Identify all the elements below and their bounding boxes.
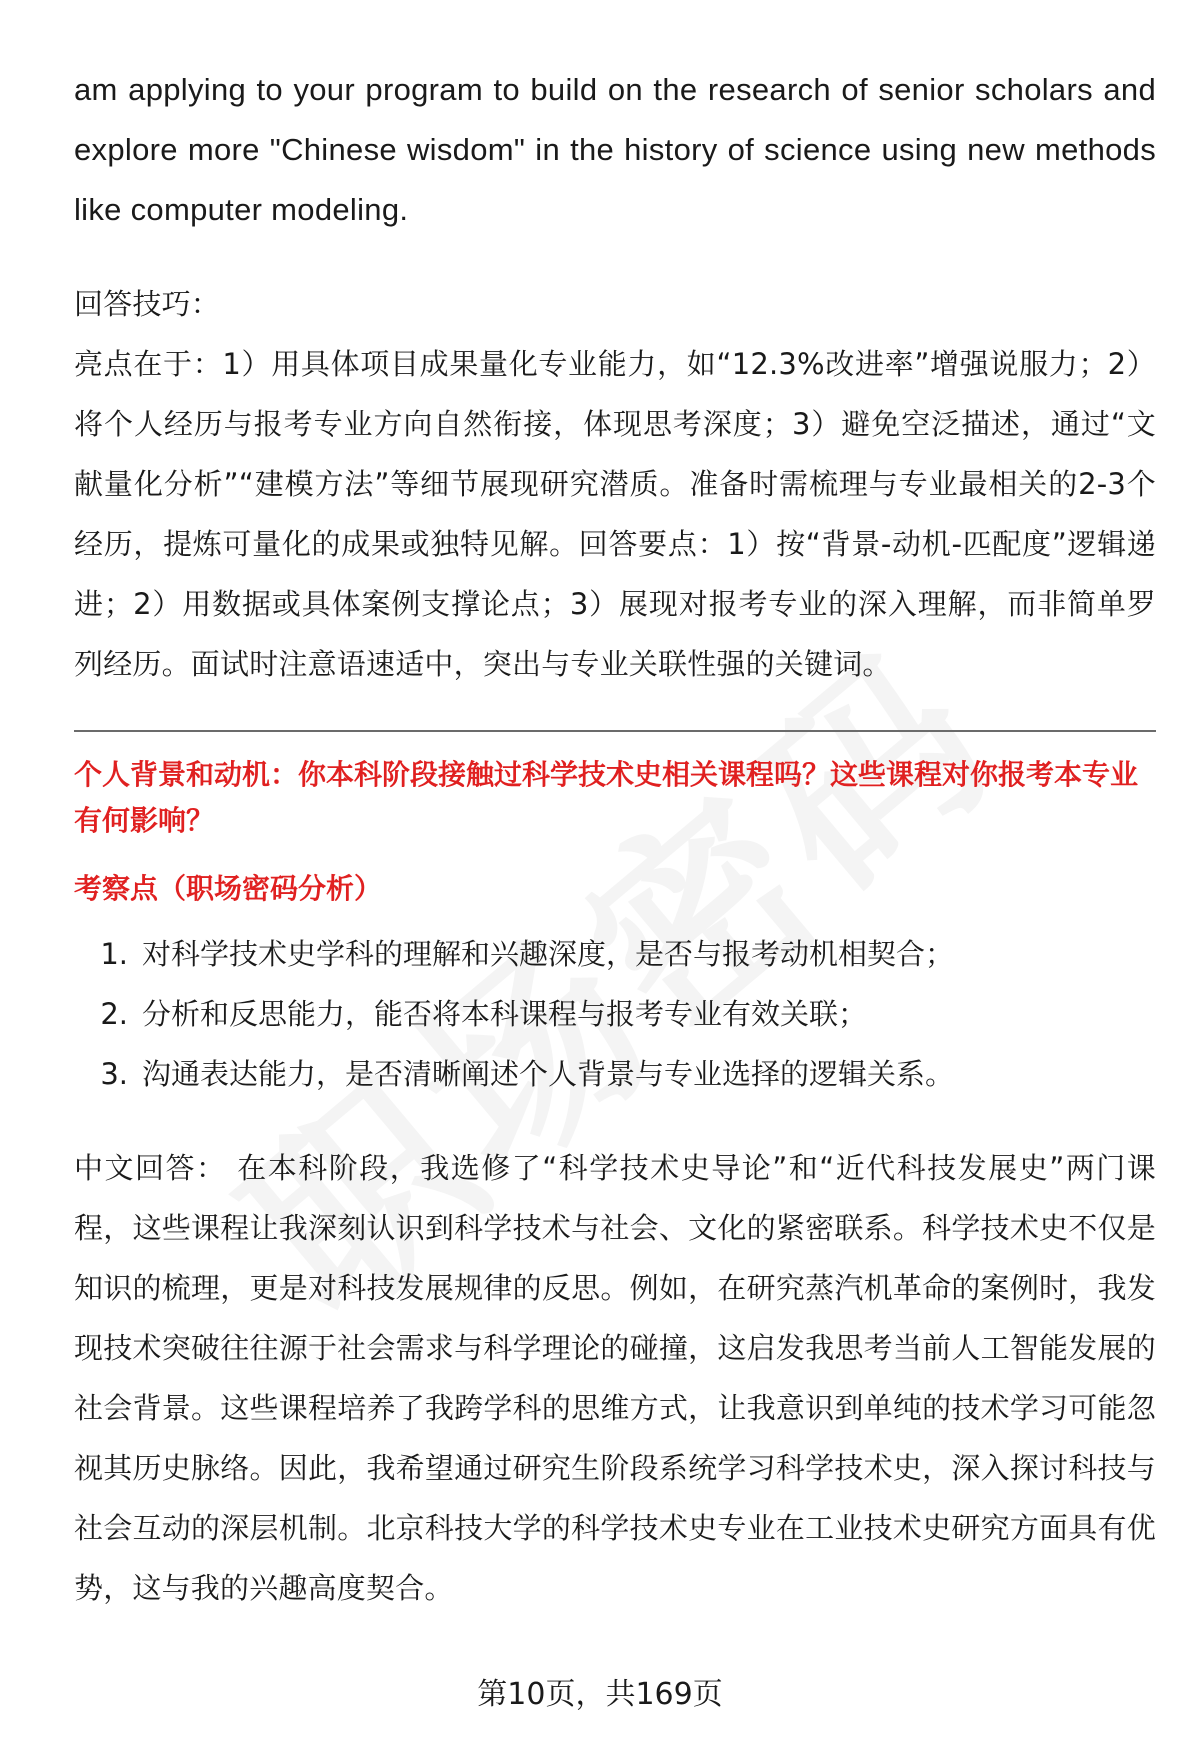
spacer: [74, 1104, 1156, 1138]
analysis-points-list: [74, 924, 1156, 1104]
list-item-number: 3.: [100, 1057, 128, 1091]
tips-body: 亮点在于：1）用具体项目成果量化专业能力，如“12.3%改进率”增强说服力；2）将个人经历与报考专业方向自然衔接，体现思考深度；3）避免空泛描述，通过“文献量化分析”“建模方法”等细节展现研究潜质。准备时需梳理与专业最相关的2-3个经历，提炼可量化的成果或独特见解。回答要点：1）按“背景-动机-匹配度”逻辑递进；2）用数据或具体案例支撑论点；3）展现对报考专业的深入理解，而非简单罗列经历。面试时注意语速适中，突出与专业关联性强的关键词。: [74, 347, 1156, 681]
list-item-number: 2.: [100, 997, 128, 1031]
list-item: [74, 1044, 1156, 1104]
list-item-text: 沟通表达能力，是否清晰阐述个人背景与专业选择的逻辑关系。: [142, 1057, 955, 1091]
list-item-number: 1.: [100, 937, 128, 971]
section-divider: [74, 730, 1156, 732]
spacer: [74, 240, 1156, 274]
analysis-title: 考察点（职场密码分析）: [74, 872, 383, 905]
chinese-answer-paragraph: 中文回答： 在本科阶段，我选修了“科学技术史导论”和“近代科技发展史”两门课程，这些课程让我深刻认识到科学技术与社会、文化的紧密联系。科学技术史不仅是知识的梳理，更是对科技发展规律的反思。例如，在研究蒸汽机革命的案例时，我发现技术突破往往源于社会需求与科学理论的碰撞，这启发我思考当前人工智能发展的社会背景。这些课程培养了我跨学科的思维方式，让我意识到单纯的技术学习可能忽视其历史脉络。因此，我希望通过研究生阶段系统学习科学技术史，深入探讨科技与社会互动的深层机制。北京科技大学的科学技术史专业在工业技术史研究方面具有优势，这与我的兴趣高度契合。: [74, 1151, 1156, 1605]
page-number-footer: 第10页，共169页: [477, 1677, 723, 1712]
list-item-text: 对科学技术史学科的理解和兴趣深度，是否与报考动机相契合；: [142, 937, 955, 971]
tips-label: 回答技巧：: [74, 287, 221, 321]
document-page: [74, 60, 1156, 1618]
list-item: [74, 984, 1156, 1044]
intro-english-paragraph: am applying to your program to build on the research of senior scholars and explore more "Chinese wisdom" in the history of science using new methods like computer modeling.: [74, 72, 1156, 227]
question-title: 个人背景和动机：你本科阶段接触过科学技术史相关课程吗？这些课程对你报考本专业有何影响？: [74, 758, 1139, 837]
list-item-text: 分析和反思能力，能否将本科课程与报考专业有效关联；: [142, 997, 868, 1031]
list-item: [74, 924, 1156, 984]
